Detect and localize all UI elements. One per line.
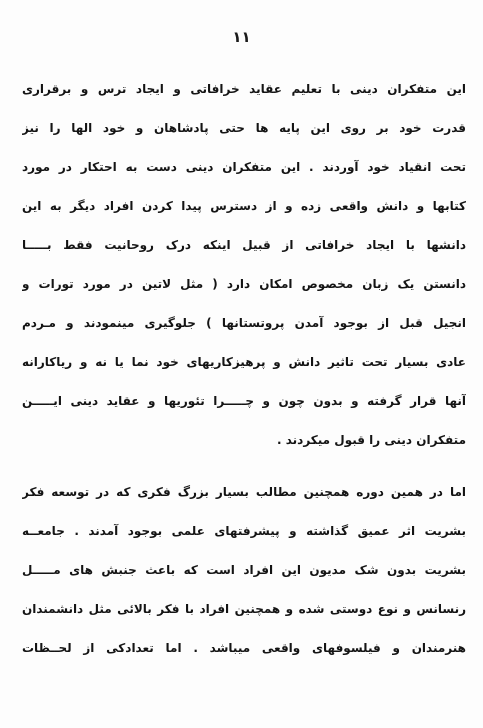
text-line: قدرت خود بر روی این پایه ها حتی پادشاهان و خود الها را نیز bbox=[22, 121, 466, 135]
text-line: کتابها و دانش واقعی زده و از دسترس پیدا کردن افراد دیگر به این bbox=[22, 199, 466, 213]
page-number: ۱۱ bbox=[232, 28, 251, 46]
text-line: عادی بسیار تحت تاثیر دانش و پرهیزکاریهای خود نما یا نه و ریاکارانه bbox=[22, 355, 466, 369]
text-line: دانستن یک زبان مخصوص امکان دارد ( مثل لاتین در مورد تورات و bbox=[22, 277, 466, 291]
text-line: انجیل قبل از بوجود آمدن پروتستانها ) جلوگیری مینمودند و مـردم bbox=[22, 316, 466, 330]
text-line: هنرمندان و فیلسوفهای واقعی میباشد . اما تعدادکی از لحــظات bbox=[22, 641, 466, 655]
text-line: بشریت بدون شک مدیون این افراد است که باعث جنبش های مـــــل bbox=[22, 563, 466, 577]
text-line: این متفکران دینی با تعلیم عقاید خرافاتی و ایجاد ترس و برقراری bbox=[22, 82, 466, 96]
text-line: اما در همین دوره همچنین مطالب بسیار بزرگ فکری که در توسعه فکر bbox=[22, 485, 466, 499]
text-line: رنسانس و نوع دوستی شده و همچنین افراد با فکر بالائی مثل دانشمندان bbox=[22, 602, 466, 616]
text-line: بشریت اثر عمیق گذاشته و پیشرفتهای علمی بوجود آمدند . جامعــه bbox=[22, 524, 466, 538]
text-line: تحت انقیاد خود آوردند . این متفکران دینی دست به احتکار در مورد bbox=[22, 160, 466, 174]
text-line: دانشها با ایجاد خرافاتی از قبیل اینکه درک روحانیت فقط بـــــا bbox=[22, 238, 466, 252]
text-line: متفکران دینی را قبول میکردند . bbox=[277, 433, 466, 447]
text-line: آنها قرار گرفته و بدون چون و چـــــرا تئوریها و عقاید دینی ایـــــن bbox=[22, 394, 466, 408]
